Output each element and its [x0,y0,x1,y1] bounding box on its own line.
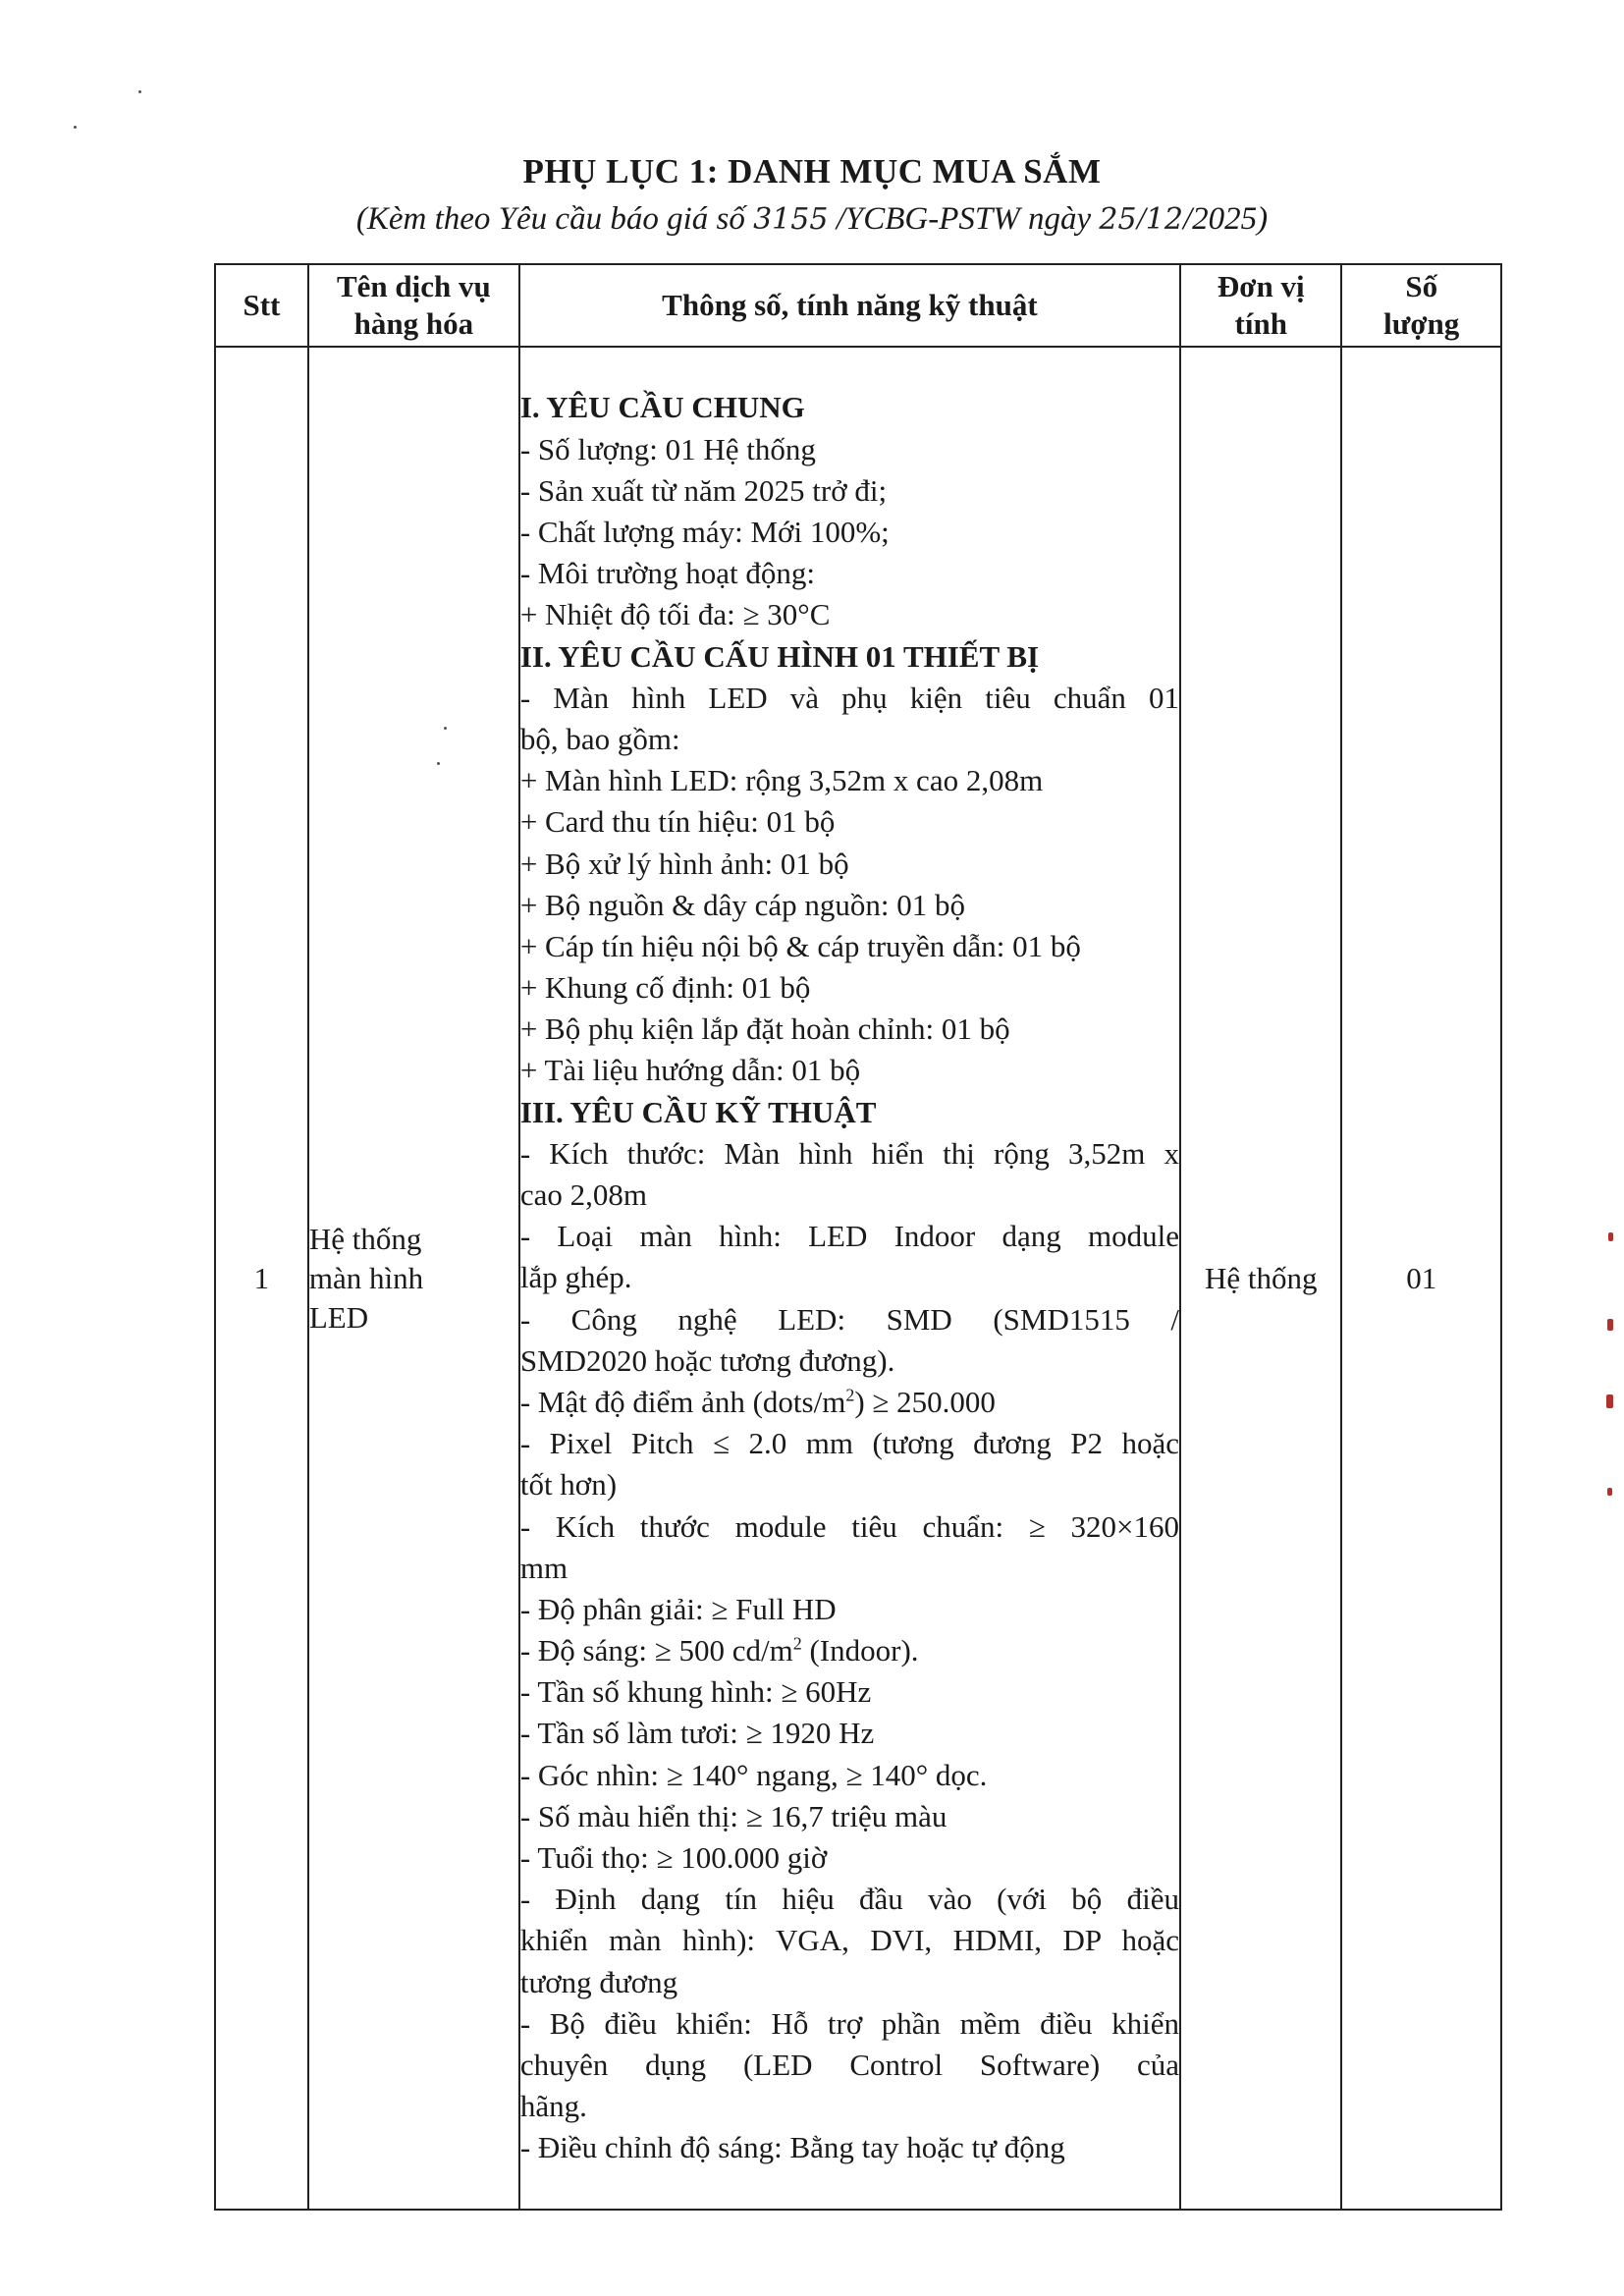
header-stt: Stt [215,264,308,347]
scan-speck [437,762,440,765]
row-item-name-line2: màn hình [308,1260,424,1295]
row-item-name [308,347,519,2210]
spec-line-brightness: - Độ sáng: ≥ 500 $cd/m^2$ (Indoor). [519,1633,919,1668]
spec-line: - Số màu hiển thị: ≥ 16,7 triệu màu [519,1798,947,1833]
row-unit: Hệ thống [1180,347,1342,2210]
spec-line-pixel-density: - Mật độ điểm ảnh $(dots/m^2) \ge 250.000$ [519,1384,996,1419]
spec-line: hãng. [519,2089,587,2124]
spec-line: tốt hơn) [519,1467,618,1503]
spec-line: - Môi trường hoạt động: [519,556,815,591]
header-quantity [1341,264,1501,347]
subtitle-prefix: (Kèm theo Yêu cầu báo giá số [355,201,745,237]
spec-heading-technical: III. YÊU CẦU KỸ THUẬT [519,1094,877,1129]
spec-line: - Góc nhìn: ≥ 140° ngang, ≥ 140° dọc. [519,1757,988,1792]
spec-line: mm [519,1550,568,1585]
spec-line: + Card thu tín hiệu: 01 bộ [519,804,836,840]
scan-speck [74,126,77,129]
header-unit [1180,264,1342,347]
scan-speck [138,90,141,93]
spec-line: tương đương [519,1964,678,1999]
spec-line: khiển màn hình): VGA, DVI, HDMI, DP hoặc [519,1923,1179,1958]
scan-speck [444,727,447,730]
spec-line: - Độ phân giải: ≥ Full HD [519,1591,837,1626]
spec-line: - Chất lượng máy: Mới 100%; [519,515,890,550]
spec-line: lắp ghép. [519,1260,632,1295]
red-ink-mark [1607,1488,1612,1496]
document-subtitle [0,201,1624,238]
red-ink-mark [1606,1394,1613,1408]
spec-line: + Màn hình LED: rộng 3,52m x cao 2,08m [519,763,1044,798]
spec-line: - Pixel Pitch ≤ 2.0 mm (tương đương P2 hoặc [519,1426,1179,1461]
document-title: PHỤ LỤC 1: DANH MỤC MUA SẮM [522,152,1102,191]
date-separator: / [1136,201,1146,237]
spec-line: - Tuổi thọ: ≥ 100.000 giờ [519,1840,828,1876]
header-quantity-line1: Số [1405,269,1438,303]
spec-line: - Tần số làm tươi: ≥ 1920 Hz [519,1716,875,1751]
red-ink-mark [1607,1319,1613,1331]
spec-line: - Định dạng tín hiệu đầu vào (với bộ điều [519,1882,1179,1917]
header-specification: Thông số, tính năng kỹ thuật [519,264,1180,347]
header-item-name-line1: Tên dịch vụ [336,269,491,303]
spec-line: - Số lượng: 01 Hệ thống [519,431,816,466]
spec-line: - Tần số khung hình: ≥ 60Hz [519,1674,872,1710]
handwritten-day: 25 [1099,202,1137,237]
header-item-name [308,264,519,347]
red-ink-mark [1608,1232,1613,1241]
spec-heading-general: I. YÊU CẦU CHUNG [519,390,805,425]
spec-line: + Bộ xử lý hình ảnh: 01 bộ [519,846,849,881]
row-stt: 1 [215,347,308,2210]
header-unit-line2: tính [1234,306,1287,341]
spec-line: + Nhiệt độ tối đa: ≥ 30°C [519,597,831,632]
spec-line: - Sản xuất từ năm 2025 trở đi; [519,472,888,508]
handwritten-month: 12 [1145,202,1183,237]
spec-line: - Loại màn hình: LED Indoor dạng module [519,1219,1179,1254]
spec-line: SMD2020 hoặc tương đương). [519,1342,895,1378]
spec-line: chuyên dụng (LED Control Software) của [519,2047,1179,2082]
row-specification [519,347,1180,2210]
spec-line: - Kích thước: Màn hình hiển thị rộng 3,52m x [519,1135,1179,1171]
spec-line: - Kích thước module tiêu chuẩn: ≥ 320×160 [519,1508,1179,1544]
header-item-name-line2: hàng hóa [353,306,474,341]
handwritten-doc-number: 3155 [753,202,829,237]
row-quantity: 01 [1341,347,1501,2210]
table-header-row [215,264,1501,347]
spec-line: + Khung cố định: 01 bộ [519,970,811,1006]
header-quantity-line2: lượng [1383,306,1460,341]
spec-line: - Công nghệ LED: SMD (SMD1515 / [519,1301,1179,1337]
subtitle-middle: /YCBG-PSTW ngày [836,201,1092,237]
row-item-name-line3: LED [308,1299,369,1335]
spec-line: - Điều chỉnh độ sáng: Bằng tay hoặc tự động [519,2130,1065,2165]
procurement-table [214,263,1502,2211]
table-row [215,347,1501,2210]
spec-line: - Màn hình LED và phụ kiện tiêu chuẩn 01 [519,680,1179,715]
spec-line: + Cáp tín hiệu nội bộ & cáp truyền dẫn: 01 bộ [519,928,1081,963]
spec-line: + Tài liệu hướng dẫn: 01 bộ [519,1053,861,1088]
header-unit-line1: Đơn vị [1217,269,1305,303]
spec-line: + Bộ phụ kiện lắp đặt hoàn chỉnh: 01 bộ [519,1011,1010,1047]
spec-line: - Bộ điều khiển: Hỗ trợ phần mềm điều khiển [519,2005,1179,2041]
subtitle-suffix: /2025) [1182,201,1269,237]
spec-line: cao 2,08m [519,1177,647,1213]
spec-heading-configuration: II. YÊU CẦU CẤU HÌNH 01 THIẾT BỊ [519,638,1040,674]
row-item-name-line1: Hệ thống [308,1221,422,1256]
spec-line: bộ, bao gồm: [519,721,680,756]
spec-line: + Bộ nguồn & dây cáp nguồn: 01 bộ [519,887,965,922]
